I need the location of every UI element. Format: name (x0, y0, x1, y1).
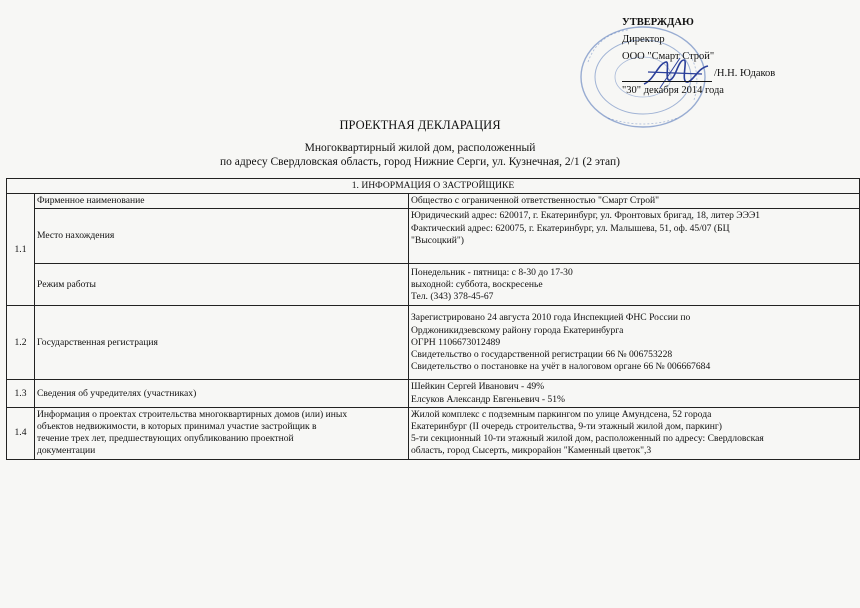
value-line: область, город Сысерть, микрорайон "Каменный цветок",3 (411, 445, 652, 457)
value-line: "Высоцкий") (411, 234, 464, 246)
section-header: 1. ИНФОРМАЦИЯ О ЗАСТРОЙЩИКЕ (7, 179, 860, 194)
value-line: Зарегистрировано 24 августа 2010 года Инспекцией ФНС России по (411, 312, 691, 324)
row-value (409, 380, 860, 407)
table-row (7, 264, 860, 306)
approval-signature-line (622, 65, 775, 82)
document-subtitle (0, 141, 840, 169)
label-line: Информация о проектах строительства многоквартирных домов (или) иных (37, 408, 348, 420)
row-label: Государственная регистрация (35, 306, 409, 380)
table-row (7, 407, 860, 459)
row-value (409, 209, 860, 264)
row-number: 1.4 (7, 407, 35, 459)
value-line: Свидетельство о постановке на учёт в налоговом органе 66 № 006667684 (411, 361, 711, 373)
value-line: 5-ти секционный 10-ти этажный жилой дом, расположенный по адресу: Свердловская (411, 433, 764, 445)
row-number: 1.2 (7, 306, 35, 380)
value-line: Понедельник - пятница: с 8-30 до 17-30 (411, 266, 573, 278)
label-line: объектов недвижимости, в которых принимал участие застройщик в (37, 421, 317, 433)
row-label: Место нахождения (35, 209, 409, 264)
value-line: Свидетельство о государственной регистрации 66 № 006753228 (411, 349, 673, 360)
document-title: ПРОЕКТНАЯ ДЕКЛАРАЦИЯ (339, 118, 501, 132)
value-line: Жилой комплекс с подземным паркингом по улице Амундсена, 52 города (411, 408, 712, 420)
row-label: Режим работы (35, 264, 409, 306)
label-line: документации (37, 445, 96, 457)
value-line: Елсуков Александр Евгеньевич - 51% (411, 393, 566, 405)
signature-blank (622, 69, 712, 82)
value-line: ОГРН 1106673012489 (411, 336, 501, 348)
row-value (409, 306, 860, 380)
row-value (409, 407, 860, 459)
row-value (409, 264, 860, 306)
value-line: Фактический адрес: 620075, г. Екатеринбург, ул. Малышева, 51, оф. 45/07 (БЦ (411, 222, 730, 234)
row-label: Фирменное наименование (35, 194, 409, 209)
label-line: течение трех лет, предшествующих опубликованию проектной (37, 433, 294, 445)
value-line: Юридический адрес: 620017, г. Екатеринбург, ул. Фронтовых бригад, 18, литер ЭЭЭ1 (411, 210, 761, 222)
value-line: Тел. (343) 378-45-67 (411, 291, 494, 302)
table-row (7, 380, 860, 407)
row-value (409, 194, 860, 209)
subtitle-line-1: Многоквартирный жилой дом, расположенный (304, 142, 536, 154)
value-line: выходной: суббота, воскресенье (411, 278, 543, 290)
developer-info-table (6, 178, 860, 460)
table-row (7, 306, 860, 380)
approval-heading: УТВЕРЖДАЮ (622, 17, 694, 28)
approval-company: ООО "Смарт Строй" (622, 51, 715, 62)
row-number: 1.3 (7, 380, 35, 407)
value-line: Шейкин Сергей Иванович - 49% (411, 381, 545, 393)
table-row (7, 194, 860, 209)
row-label (35, 407, 409, 459)
subtitle-line-2: по адресу Свердловская область, город Нижние Серги, ул. Кузнечная, 2/1 (2 этап) (220, 156, 620, 168)
value-line: Общество с ограниченной ответственностью "Смарт Строй" (411, 195, 660, 207)
value-line: Орджоникидзевскому району города Екатеринбурга (411, 324, 624, 336)
value-line: Екатеринбург (II очередь строительства, 9-ти этажный жилой дом, паркинг) (411, 421, 722, 433)
row-number: 1.1 (7, 194, 35, 306)
row-label: Сведения об учредителях (участниках) (35, 380, 409, 407)
approval-signatory: /Н.Н. Юдаков (714, 68, 776, 79)
approval-position: Директор (622, 34, 665, 45)
approval-block (622, 14, 775, 99)
approval-date: "30" декабря 2014 года (622, 85, 724, 96)
table-row (7, 209, 860, 264)
